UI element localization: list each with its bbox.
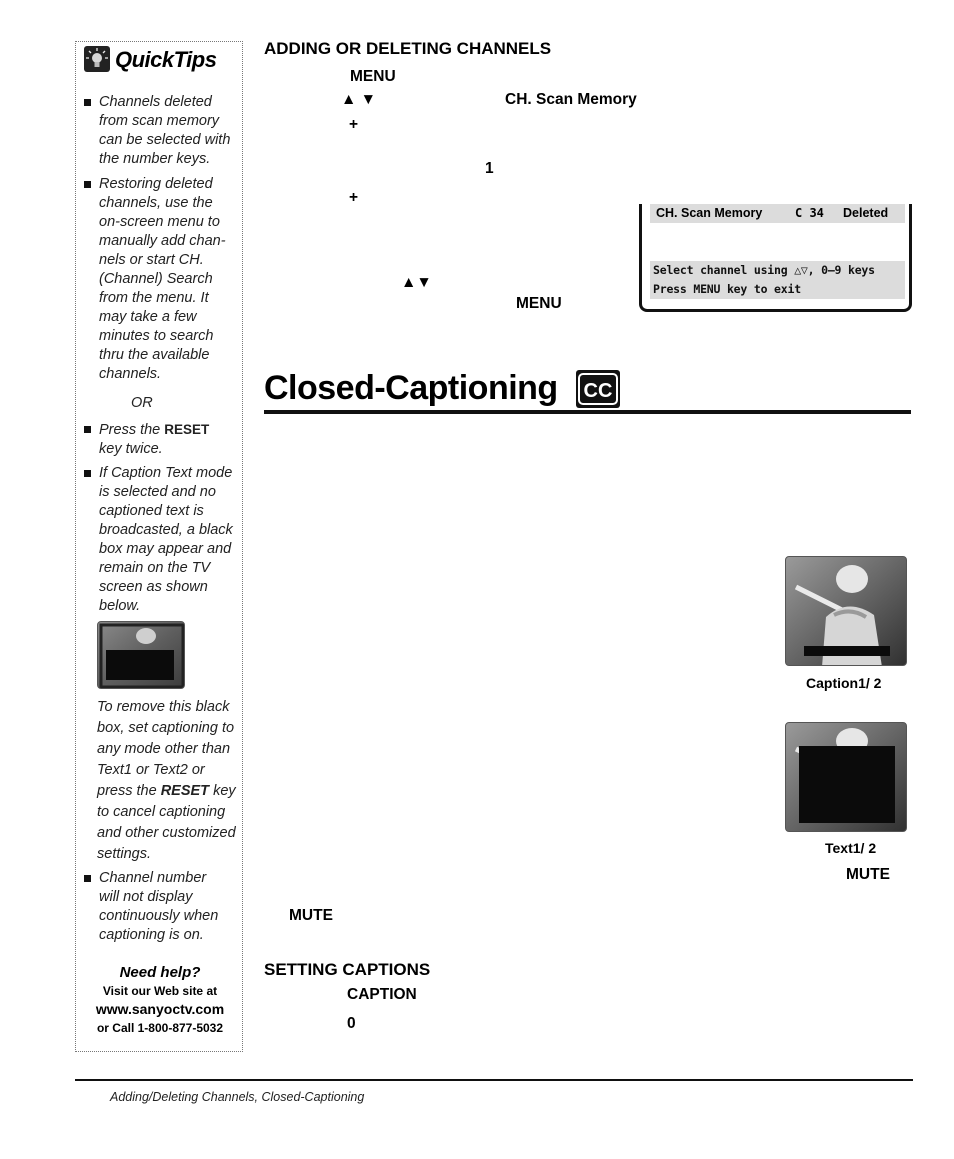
tip-line: below. [99, 598, 141, 614]
menu-key-label: MENU [516, 295, 562, 312]
footer-text: Adding/Deleting Channels, Closed-Captioning [110, 1090, 365, 1104]
bullet-square-icon [84, 470, 91, 477]
tip-line: the number keys. [99, 151, 211, 167]
ch-scan-memory-label: CH. Scan Memory [505, 91, 637, 108]
section-divider [264, 410, 911, 414]
one-key-label: 1 [485, 160, 494, 177]
ch-scan-memory-osd [639, 204, 912, 312]
bullet-square-icon [84, 99, 91, 106]
tip-item [80, 869, 238, 945]
black-box-example-image [97, 621, 185, 689]
tip-line: remain on the TV [99, 560, 211, 576]
tip-item [80, 420, 238, 459]
remove-black-box-text [97, 697, 239, 865]
bullet-square-icon [84, 875, 91, 882]
quicktips-title: QuickTips [115, 47, 217, 72]
tip-line: manually add chan- [99, 233, 226, 249]
tip-line: key twice. [99, 441, 163, 457]
tip-text: key [213, 783, 236, 799]
tip-line: can be selected with [99, 132, 231, 148]
help-box [80, 963, 240, 1037]
tip-line: is selected and no [99, 484, 216, 500]
reset-key-label: RESET [160, 783, 210, 799]
tip-line: (Channel) Search [99, 271, 213, 287]
reset-key-label: RESET [164, 422, 210, 437]
osd-channel: C 34 [795, 206, 824, 220]
tip-line: settings. [97, 846, 151, 862]
text-mode-example-image [785, 722, 907, 832]
text-mode-label: Text1/ 2 [825, 840, 877, 856]
tip-line: broadcasted, a black [99, 522, 233, 538]
tip-item [80, 93, 238, 169]
tip-line: nels or start CH. [99, 252, 204, 268]
tip-line: on-screen menu to [99, 214, 220, 230]
tip-line: channels. [99, 366, 162, 382]
bullet-square-icon [84, 426, 91, 433]
plus-key-label: + [349, 116, 359, 133]
footer-divider [75, 1079, 913, 1081]
tip-line: from the menu. It [99, 290, 209, 306]
tip-line: Restoring deleted [99, 176, 213, 192]
tip-line: any mode other than [97, 741, 231, 757]
tip-line: thru the available [99, 347, 210, 363]
menu-key-label: MENU [350, 68, 396, 85]
tip-line: screen as shown [99, 579, 208, 595]
tip-line: captioning is on. [99, 927, 204, 943]
tip-line: continuously when [99, 908, 219, 924]
adding-deleting-heading: ADDING OR DELETING CHANNELS [264, 39, 552, 58]
mute-key-label: MUTE [289, 907, 333, 924]
tip-line: captioned text is [99, 503, 204, 519]
tip-line: box, set captioning to [97, 720, 235, 736]
setting-captions-heading: SETTING CAPTIONS [264, 960, 431, 979]
svg-text:CC: CC [583, 380, 613, 402]
tip-line: To remove this black [97, 699, 230, 715]
lightbulb-icon [84, 46, 110, 72]
closed-captioning-title: Closed-Captioning [264, 369, 558, 407]
tip-item [80, 464, 238, 616]
tip-line: to cancel captioning [97, 804, 226, 820]
caption-mode-example-image [785, 556, 907, 666]
tip-line: If Caption Text mode [99, 465, 233, 481]
tip-line: minutes to search [99, 328, 214, 344]
or-text: OR [131, 395, 153, 411]
cc-icon [576, 370, 620, 408]
plus-key-label: + [349, 189, 359, 206]
help-phone: or Call 1-800-877-5032 [96, 1021, 224, 1035]
tip-line: may take a few [99, 309, 197, 325]
tip-line: Channels deleted [99, 94, 212, 110]
caption-key-label: CAPTION [347, 986, 417, 1003]
help-visit-text: Visit our Web site at [102, 984, 218, 998]
mute-key-label: MUTE [846, 866, 890, 883]
tip-line: Text1 or Text2 or [97, 762, 205, 778]
help-url-link[interactable]: www.sanyoctv.com [95, 1001, 225, 1017]
osd-label: CH. Scan Memory [656, 206, 763, 220]
tip-line: will not display [99, 889, 193, 905]
caption-mode-label: Caption1/ 2 [806, 675, 882, 691]
osd-help-rows [650, 261, 905, 299]
osd-status: Deleted [843, 206, 889, 220]
tip-line: box may appear and [99, 541, 232, 557]
tip-line: Channel number [99, 870, 207, 886]
osd-help-line: Press MENU key to exit [653, 282, 801, 296]
tip-line: from scan memory [99, 113, 220, 129]
help-title: Need help? [119, 964, 201, 981]
tip-item [80, 175, 238, 384]
tip-text: Press the [99, 422, 161, 438]
osd-help-line: Select channel using △▽, 0–9 keys [653, 263, 875, 277]
zero-key-label: 0 [347, 1015, 356, 1032]
tip-line: and other customized [97, 825, 236, 841]
up-down-arrows-icon: ▲ ▼ [341, 91, 376, 108]
osd-status-row [650, 204, 905, 223]
bullet-square-icon [84, 181, 91, 188]
tip-text: press the [97, 783, 157, 799]
tip-line: channels, use the [99, 195, 213, 211]
up-down-arrows-icon: ▲▼ [401, 274, 432, 291]
